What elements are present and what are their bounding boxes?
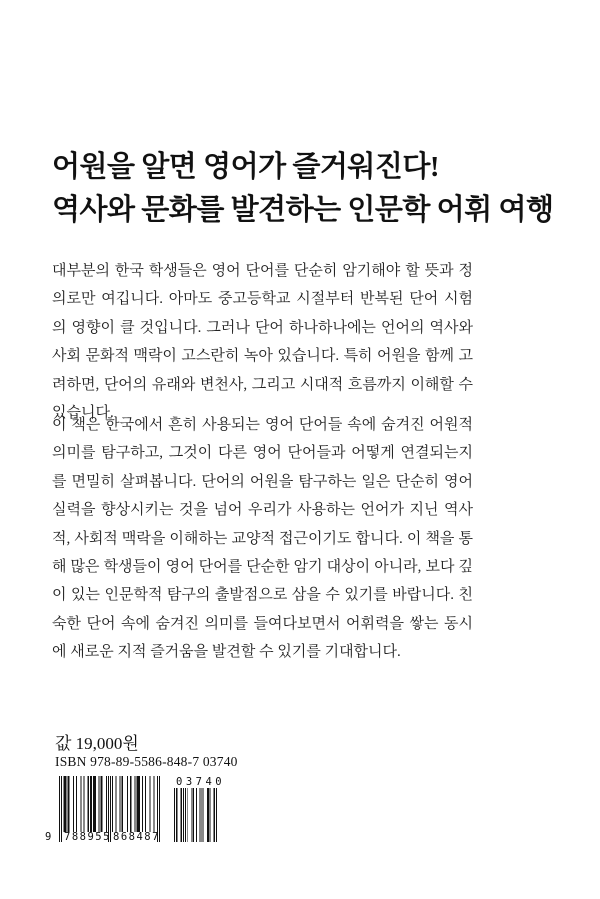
headline-line1: 어원을 알면 영어가 즐거워진다! <box>52 151 440 183</box>
ean5-bars <box>173 788 217 842</box>
description-paragraph: 이 책은 한국에서 흔히 사용되는 영어 단어들 속에 숨겨진 어원적 의미를 탐구하고, 그것이 다른 영어 단어들과 어떻게 연결되는지를 면밀히 살펴봅니다. 단어의 어원을 탐구하는 일은 단순히 영어 실력을 향상시키는 것을 넘어 우리가 사용하는 언어가 지닌 역사적, 사회적 맥락을 이해하는 교양적 접근이기도 합니다. 이 책을 통해 많은 학생들이 영어 단어를 단순한 암기 대상이 아니라, 보다 깊이 있는 인문학적 탐구의 출발점으로 삼을 수 있기를 바랍니다. 친숙한 단어 속에 숨겨진 의미를 들여다보면서 어휘력을 쌓는 동시에 새로운 지적 즐거움을 발견할 수 있기를 기대합니다. <box>52 417 473 661</box>
isbn-label: ISBN 978-89-5586-848-7 03740 <box>55 754 238 769</box>
headline-line2: 역사와 문화를 발견하는 인문학 어휘 여행 <box>52 194 554 226</box>
barcode-digit-left: 9 <box>45 831 52 843</box>
price-label: 값 19,000원 <box>55 734 139 753</box>
barcode-digits-group2: 868487 <box>113 831 160 843</box>
ean13-barcode <box>45 776 160 843</box>
intro-paragraph: 대부분의 한국 학생들은 영어 단어를 단순히 암기해야 할 뜻과 정의로만 여깁니다. 아마도 중고등학교 시절부터 반복된 단어 시험의 영향이 클 것입니다. 그러나 단어 하나하나에는 언어의 역사와 사회 문화적 맥락이 고스란히 녹아 있습니다. 특히 어원을 함께 고려하면, 단어의 유래와 변천사, 그리고 시대적 흐름까지 이해할 수 있습니다. <box>52 263 473 422</box>
barcode-digits-group1: 788955 <box>64 831 111 843</box>
barcode-block <box>45 776 225 843</box>
addon-digits-label: 03740 <box>176 776 226 788</box>
ean5-addon-barcode <box>173 776 225 842</box>
headline <box>52 146 554 232</box>
